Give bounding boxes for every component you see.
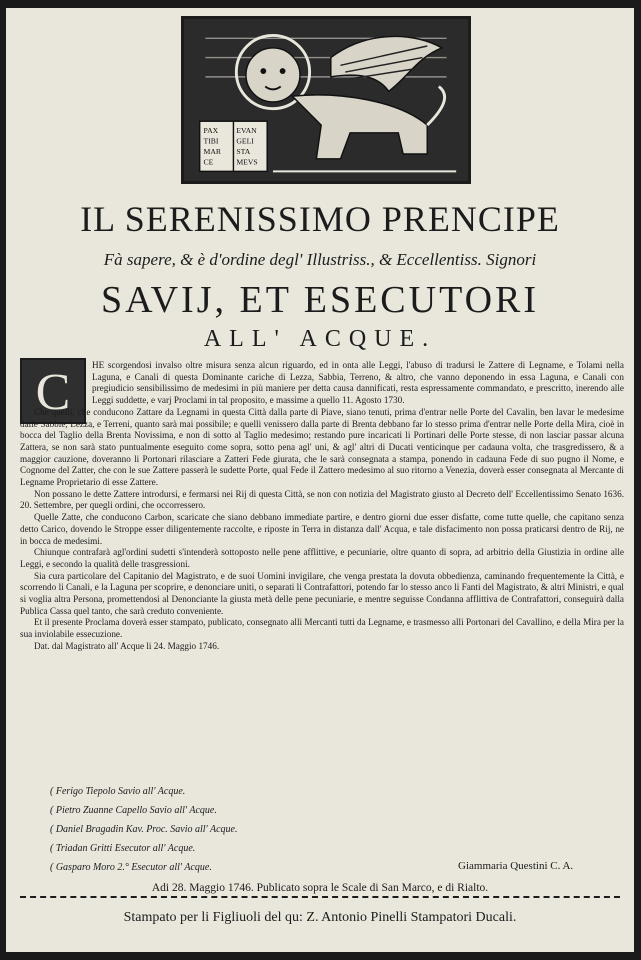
paragraph-7: Et il presente Proclama doverà esser stampato, publicato, consegnato alli Mercanti tutti da Legname, e trasmesso alli Portonari del Cavallino, e della Mira per la sua inviolabile essecuzione. [20,617,624,640]
title-all-acque: ALL' ACQUE. [203,326,437,352]
paragraph-5: Chiunque contrafarà agl'ordini sudetti s'intenderà sottoposto nelle pene afflittive, e pecuniarie, oltre quanto di sopra, ad arbitrio della Giustizia in ordine alle Leggi, e secondo la qualità delle trasgressioni. [20,547,624,569]
signers-list [50,782,410,877]
signer-3: ( Daniel Bragadin Kav. Proc. Savio all' Acque. [50,824,238,835]
title-serenissimo-prencipe: IL SERENISSIMO PRENCIPE [80,199,560,239]
date-line: Dat. dal Magistrato all' Acque li 24. Maggio 1746. [34,640,220,651]
subtitle-fa-sapere: Fà sapere, & è d'ordine degl' Illustriss., & Eccellentiss. Signori [103,250,537,269]
secretary-signature: Giammaria Questini C. A. [458,860,574,872]
signer-2: ( Pietro Zuanne Capello Savio all' Acque. [50,805,217,816]
lion-icon [184,19,468,181]
signer-1: ( Ferigo Tiepolo Savio all' Acque. [50,786,186,797]
lion-of-saint-mark-emblem [181,16,471,184]
decorated-initial: C [20,358,86,424]
signer-5: ( Gasparo Moro 2.° Esecutor all' Acque. [50,862,212,873]
divider [20,896,620,898]
paragraph-2: Che quelli, che conducono Zattare da Legnami in questa Città dalla parte di Piave, siano tenuti, prima d'entrar nelle Porte del Cavalin, ben lavar le medesime dalle Sabbie, Lezza, e Terreni, quanto sarà mai possibile; e quelli venissero dalla parte di Brenta debbano far lo stesso prima d'entrar nelle Porte della Mira, cioè in bocca del Taglio della Brenta Novissima, e non di sotto al Taglio medesimo; restando pure incaricati li Portinari delle Porte stesse, di non lasciar passar alcuna Zattera, se non sarà stato puntualmente eseguito come sopra, sotto pena agl' uni, & agl' altri di Ducati venticinque per cadauna volta, che trasgredissero, & a maggior cauzione, doveranno li Portonari rilasciare a Zatteri Fede giurata, che le sarà consegnata a stampa, ponendo in cadauna Fede di suo pugno il Nome, e Cognome del Zatter, che con le sue Zattere passerà le sudette Porte, qual Fede il Zattero medesimo al suo ritorno a Venezia, doverà esser consegnata al Mercante di Legname Proprietario di esse Zattere. [20,406,624,488]
signer-4: ( Triadan Gritti Esecutor all' Acque. [50,843,196,854]
paragraph-6: Sia cura particolare del Capitanio del Magistrato, e de suoi Uomini invigilare, che venga prestata la dovuta obbedienza, caminando frequentemente la Città, e scorrendo li Canali, e la Laguna per scoprire, e denonciare uniti, o separati li Contrafattori, potendo far lo stesso anco li Fanti del Magistrato, & altri Ministri, e qual si voglia altra Persona, promettendosi al Denonciante la giusta metà delle pene pecuniarie, e mentre seguisse Condanna afflittiva de Contrafattori, conseguirà dalla Publica Cassa quel tanto, che sarà creduto conveniente. [20,570,624,616]
paragraph-4: Quelle Zatte, che conducono Carbon, scaricate che siano debbano immediate partire, e dentro giorni due esser disfatte, come tutte quelle, che capitano senza detto Carico, dovendo le Stroppe esser diligentemente raccolte, e riposte in Terra in distanza dall' Acqua, e tale disfacimento non possa praticarsi dentro de Rij, ne in bocca de medesimi. [20,512,624,546]
svg-text:PAX: PAX [203,125,219,135]
svg-text:STA: STA [236,147,251,156]
svg-text:EVAN: EVAN [236,125,257,135]
publication-note: Adi 28. Maggio 1746. Publicato sopra le Scale di San Marco, e di Rialto. [151,882,489,894]
title-savij-esecutori: SAVIJ, ET ESECUTORI [100,279,540,321]
printer-imprint: Stampato per li Figliuoli del qu: Z. Antonio Pinelli Stampatori Ducali. [123,910,517,925]
proclamation-body [20,360,624,653]
svg-text:TIBI: TIBI [203,136,219,146]
proclamation-sheet [6,8,634,952]
paragraph-3: Non possano le dette Zattere introdursi, e fermarsi nei Rij di questa Città, se non con notizia del Magistrato giusto al Decreto dell' Eccellentissimo Senato 1636. 20. Settembre, per quegli ordini, che occorressero. [20,488,624,511]
paragraph-1: HE scorgendosi invalso oltre misura senza alcun riguardo, ed in onta alle Leggi, l'abuso di tradursi le Zattere di Legname, e Tolami nella Laguna, e Canali di questa Dominante cariche di Lezza, Sabbia, Terreno, & altro, che vanno deponendo in essa Laguna, e Canali con pregiudicio sensibilissimo de medesimi in più maniere per detta causa dannificati, resta espressamente commandato, e prescritto, inerendo alle Leggi suddette, e varj Proclami in tal proposito, e massime a quello 11. Agosto 1730. [92,360,624,406]
svg-text:GELI: GELI [236,136,254,146]
svg-text:MAR: MAR [203,147,222,156]
svg-text:CE: CE [203,157,214,167]
svg-text:MEVS: MEVS [236,157,258,167]
